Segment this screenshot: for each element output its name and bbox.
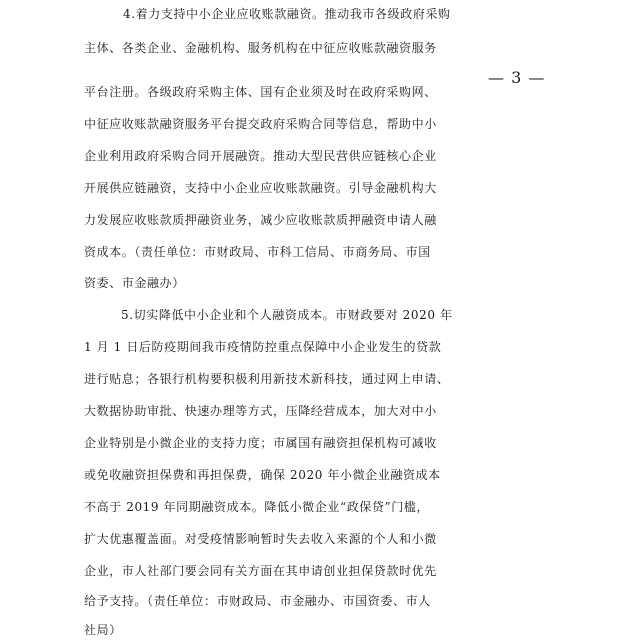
text-line: 中征应收账款融资服务平台提交政府采购合同等信息，帮助中小 — [84, 117, 437, 131]
text-line: 或免收融资担保费和再担保费，确保 2020 年小微企业融资成本 — [84, 468, 441, 482]
text-line: 开展供应链融资，支持中小企业应收账款融资。引导金融机构大 — [84, 181, 437, 195]
text-line: 4.着力支持中小企业应收账款融资。推动我市各级政府采购 — [123, 7, 451, 21]
page-number: — 3 — — [488, 68, 546, 87]
text-line: 平台注册。各级政府采购主体、国有企业须及时在政府采购网、 — [84, 85, 437, 99]
text-line: 5.切实降低中小企业和个人融资成本。市财政要对 2020 年 — [121, 308, 453, 322]
text-line: 力发展应收账款质押融资业务，减少应收账款质押融资申请人融 — [84, 213, 437, 227]
text-line: 资成本。（责任单位：市财政局、市科工信局、市商务局、市国 — [84, 245, 431, 259]
text-line: 社局） — [84, 623, 122, 637]
text-line: 进行贴息；各银行机构要积极利用新技术新科技，通过网上申请、 — [84, 372, 450, 386]
text-line: 大数据协助审批、快速办理等方式，压降经营成本，加大对中小 — [84, 404, 437, 418]
text-line: 企业特别是小微企业的支持力度；市属国有融资担保机构可减收 — [84, 436, 437, 450]
text-line: 扩大优惠覆盖面。对受疫情影响暂时失去收入来源的个人和小微 — [84, 532, 437, 546]
text-line: 企业利用政府采购合同开展融资。推动大型民营供应链核心企业 — [84, 149, 437, 163]
text-line: 给予支持。（责任单位：市财政局、市金融办、市国资委、市人 — [84, 594, 431, 608]
text-line: 不高于 2019 年同期融资成本。降低小微企业“政保贷”门槛， — [84, 500, 430, 514]
text-line: 1 月 1 日后防疫期间我市疫情防控重点保障中小企业发生的贷款 — [84, 340, 442, 354]
text-line: 主体、各类企业、金融机构、服务机构在中征应收账款融资服务 — [84, 41, 437, 55]
text-line: 资委、市金融办） — [84, 276, 185, 290]
text-line: 企业，市人社部门要会同有关方面在其申请创业担保贷款时优先 — [84, 564, 437, 578]
